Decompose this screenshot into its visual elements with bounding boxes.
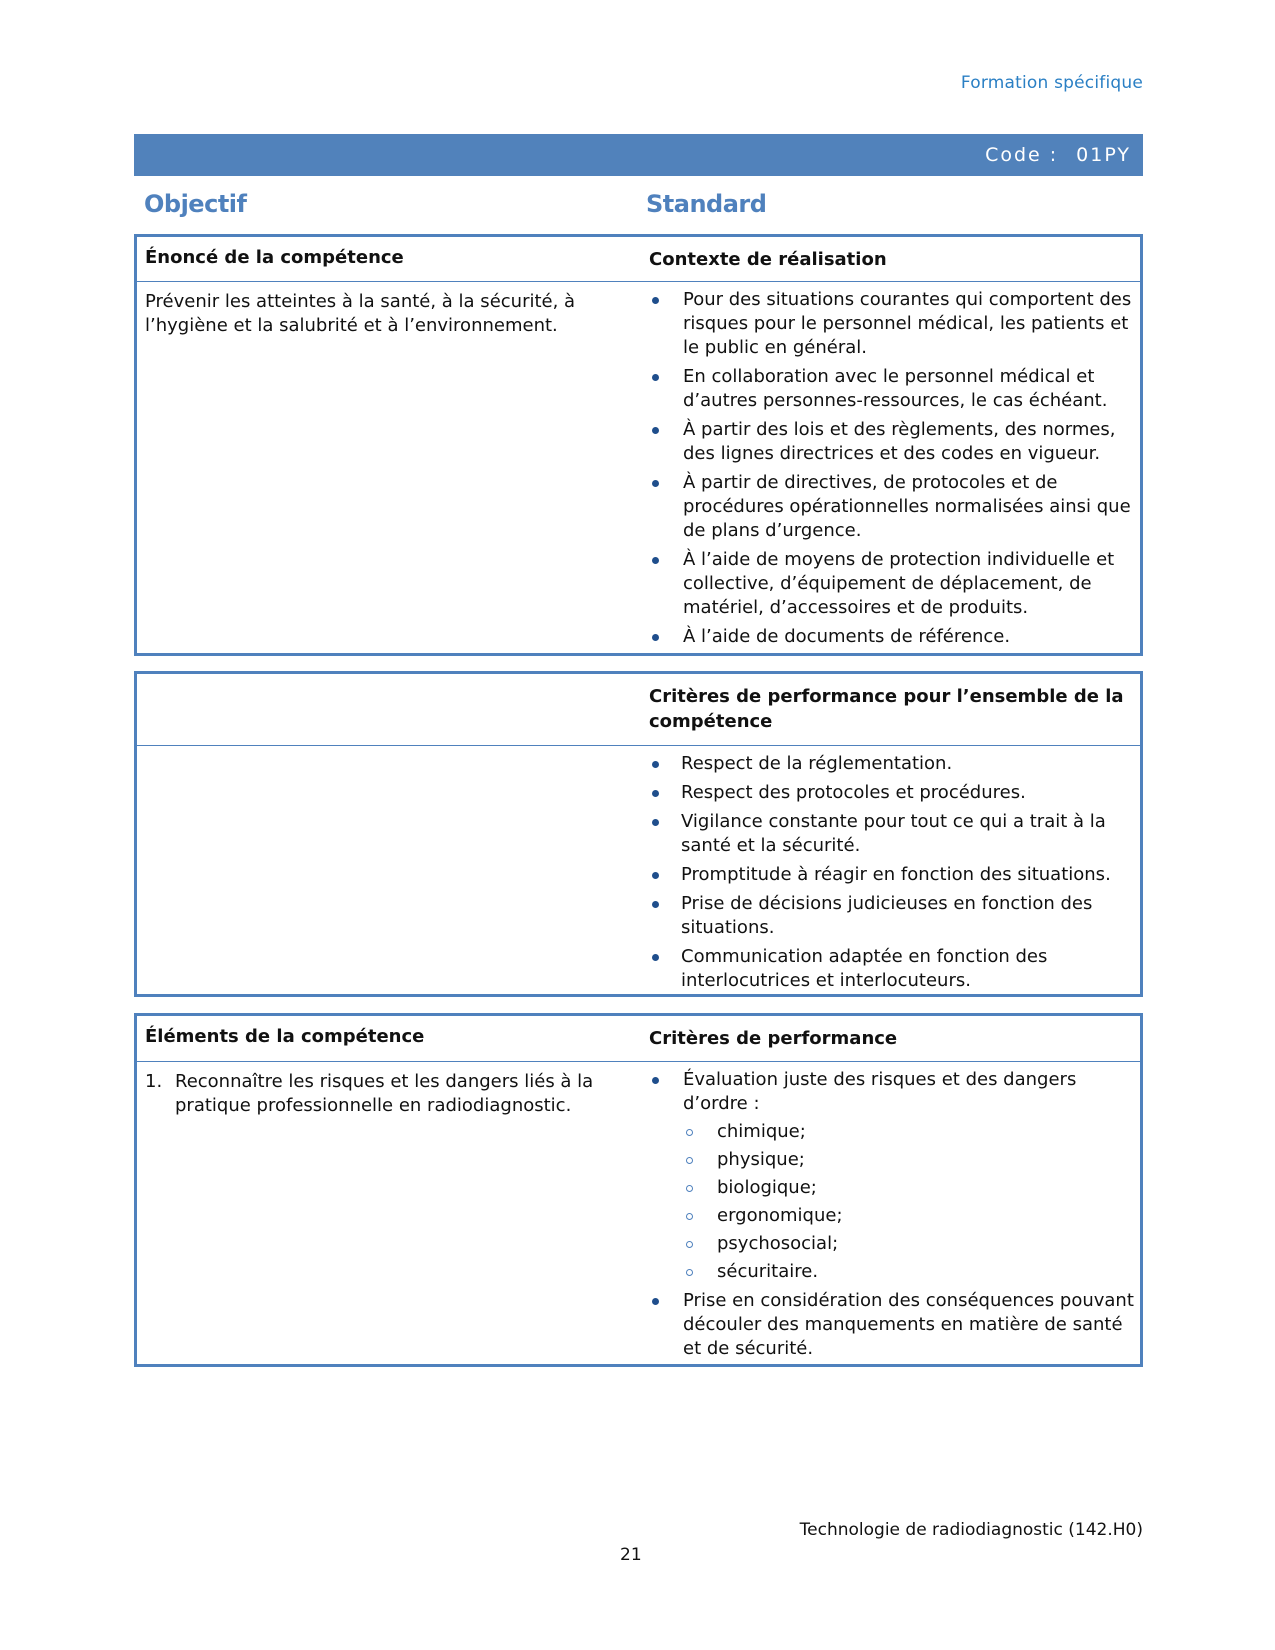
running-head: Formation spécifique bbox=[960, 73, 1143, 93]
overall-criteria-list bbox=[639, 752, 1134, 993]
code-value: 01PY bbox=[1076, 144, 1131, 166]
code-label: Code : bbox=[985, 144, 1059, 166]
criteria-list bbox=[639, 1068, 1134, 1361]
elements-box-header bbox=[137, 1016, 1140, 1062]
competence-box-body bbox=[137, 282, 1140, 654]
list-item: Respect de la réglementation. bbox=[639, 752, 1134, 776]
elements-header: Éléments de la compétence bbox=[145, 1026, 425, 1047]
bullet-icon bbox=[652, 634, 659, 641]
sub-list bbox=[683, 1120, 1134, 1284]
list-item: Communication adaptée en fonction des interlocutrices et interlocuteurs. bbox=[639, 945, 1134, 993]
elements-box bbox=[134, 1013, 1143, 1367]
elements-box-body bbox=[137, 1062, 1140, 1366]
bullet-icon bbox=[652, 374, 659, 381]
overall-criteria-header: Critères de performance pour l’ensemble de la compétence bbox=[649, 686, 1124, 732]
section-titles bbox=[134, 190, 1143, 226]
list-item: Vigilance constante pour tout ce qui a trait à la santé et la sécurité. bbox=[639, 810, 1134, 858]
sub-list-item: chimique; bbox=[639, 1120, 1134, 1144]
section-title-standard: Standard bbox=[646, 190, 767, 218]
bullet-icon bbox=[652, 297, 659, 304]
competence-statement: Prévenir les atteintes à la santé, à la sécurité, à l’hygiène et la salubrité et à l’environnement. bbox=[145, 291, 576, 336]
bullet-icon bbox=[652, 480, 659, 487]
bullet-icon bbox=[652, 954, 659, 961]
bullet-icon bbox=[652, 557, 659, 564]
list-item: Pour des situations courantes qui comportent des risques pour le personnel médical, les patients et le public en général. bbox=[639, 288, 1134, 360]
list-item bbox=[145, 1070, 629, 1118]
page-number: 21 bbox=[620, 1545, 642, 1565]
bullet-icon bbox=[652, 1077, 659, 1084]
overall-criteria-cell bbox=[639, 746, 1140, 998]
element-text: Reconnaître les risques et les dangers liés à la pratique professionnelle en radiodiagnostic. bbox=[175, 1071, 594, 1116]
criteria-cell bbox=[639, 1062, 1140, 1366]
bullet-icon bbox=[652, 427, 659, 434]
section-title-objectif: Objectif bbox=[144, 190, 247, 218]
list-item: Évaluation juste des risques et des dangers d’ordre : chimique; physique; biologique; ergonomique; psychosocial; sécuritaire. bbox=[639, 1068, 1134, 1284]
hollow-bullet-icon bbox=[686, 1157, 693, 1164]
hollow-bullet-icon bbox=[686, 1269, 693, 1276]
criteria-header: Critères de performance bbox=[649, 1028, 898, 1049]
bullet-icon bbox=[652, 761, 659, 768]
sub-list-item: biologique; bbox=[639, 1176, 1134, 1200]
element-number: 1. bbox=[145, 1071, 163, 1092]
list-item: À l’aide de documents de référence. bbox=[639, 625, 1134, 649]
empty-body-cell bbox=[137, 746, 639, 998]
bullet-icon bbox=[652, 1298, 659, 1305]
overall-criteria-body bbox=[137, 746, 1140, 998]
empty-header-cell bbox=[137, 674, 639, 745]
elements-list bbox=[145, 1070, 629, 1118]
overall-criteria-box bbox=[134, 671, 1143, 997]
list-item: Promptitude à réagir en fonction des situations. bbox=[639, 863, 1134, 887]
hollow-bullet-icon bbox=[686, 1129, 693, 1136]
bullet-icon bbox=[652, 872, 659, 879]
competence-box-header bbox=[137, 237, 1140, 282]
elements-cell bbox=[137, 1062, 639, 1366]
competence-box bbox=[134, 234, 1143, 656]
sub-list-item: psychosocial; bbox=[639, 1232, 1134, 1256]
overall-criteria-header-row bbox=[137, 674, 1140, 746]
hollow-bullet-icon bbox=[686, 1213, 693, 1220]
sub-list-item: physique; bbox=[639, 1148, 1134, 1172]
list-item: Prise en considération des conséquences pouvant découler des manquements en matière de santé et de sécurité. bbox=[639, 1289, 1134, 1361]
list-item: Respect des protocoles et procédures. bbox=[639, 781, 1134, 805]
hollow-bullet-icon bbox=[686, 1241, 693, 1248]
list-item: À partir des lois et des règlements, des normes, des lignes directrices et des codes en vigueur. bbox=[639, 418, 1134, 466]
context-header: Contexte de réalisation bbox=[649, 249, 887, 270]
bullet-icon bbox=[652, 901, 659, 908]
statement-header: Énoncé de la compétence bbox=[145, 247, 404, 268]
list-item: Prise de décisions judicieuses en fonction des situations. bbox=[639, 892, 1134, 940]
list-item: À partir de directives, de protocoles et de procédures opérationnelles normalisées ainsi que de plans d’urgence. bbox=[639, 471, 1134, 543]
footer-program-title: Technologie de radiodiagnostic (142.H0) bbox=[799, 1520, 1143, 1540]
code-bar bbox=[134, 134, 1143, 176]
list-item: À l’aide de moyens de protection individuelle et collective, d’équipement de déplacement, de matériel, d’accessoires et de produits. bbox=[639, 548, 1134, 620]
context-list bbox=[639, 288, 1134, 649]
bullet-icon bbox=[652, 790, 659, 797]
hollow-bullet-icon bbox=[686, 1185, 693, 1192]
sub-list-item: sécuritaire. bbox=[639, 1260, 1134, 1284]
bullet-icon bbox=[652, 819, 659, 826]
sub-list-item: ergonomique; bbox=[639, 1204, 1134, 1228]
context-list-cell bbox=[639, 282, 1140, 654]
list-item: En collaboration avec le personnel médical et d’autres personnes-ressources, le cas échéant. bbox=[639, 365, 1134, 413]
